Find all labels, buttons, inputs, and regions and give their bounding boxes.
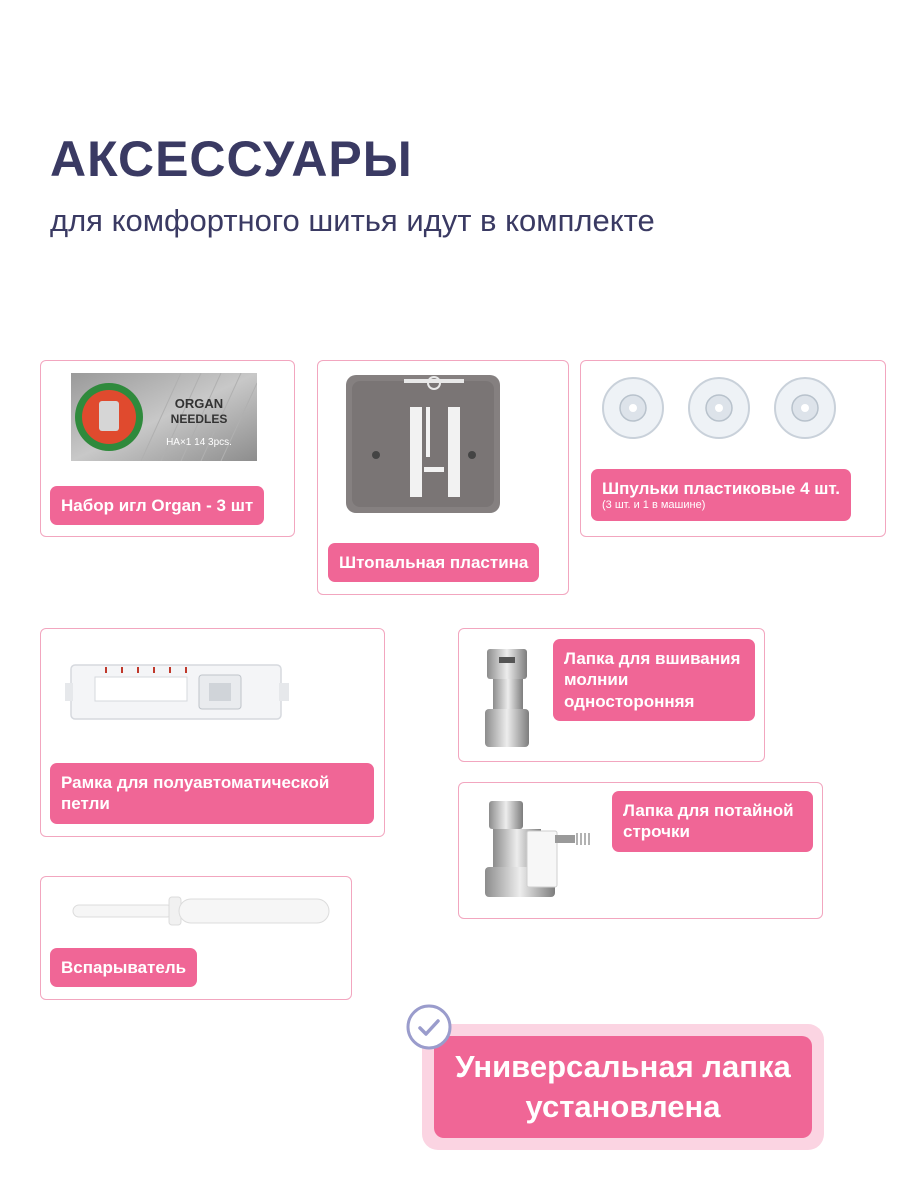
label-bobbins bbox=[591, 469, 851, 521]
page-title: АКСЕССУАРЫ bbox=[50, 131, 413, 187]
check-circle-icon bbox=[406, 1004, 452, 1050]
zipper-foot-image bbox=[481, 649, 537, 749]
card-ripper bbox=[40, 876, 352, 1000]
label-plate: Штопальная пластина bbox=[328, 543, 539, 582]
label-zipper-foot: Лапка для вшивания молнии односторонняя bbox=[553, 639, 755, 721]
page-subtitle: для комфортного шитья идут в комплекте bbox=[50, 203, 655, 238]
needle-pack-product: NEEDLES bbox=[170, 412, 228, 426]
card-plate bbox=[317, 360, 569, 595]
needle-pack-image bbox=[71, 373, 257, 461]
seam-ripper-image bbox=[71, 891, 335, 931]
label-bobbins-title: Шпульки пластиковые 4 шт. bbox=[602, 479, 840, 498]
bobbins-image bbox=[599, 375, 843, 441]
buttonhole-frame-image bbox=[65, 657, 291, 727]
blind-stitch-foot-image bbox=[481, 801, 593, 901]
card-blind-foot bbox=[458, 782, 823, 919]
universal-foot-badge: Универсальная лапка установлена bbox=[434, 1036, 812, 1138]
label-needles: Набор игл Organ - 3 шт bbox=[50, 486, 264, 525]
label-blind-foot: Лапка для потайной строчки bbox=[612, 791, 813, 852]
needle-pack-brand: ORGAN bbox=[174, 396, 224, 411]
label-buttonhole: Рамка для полуавтоматической петли bbox=[50, 763, 374, 824]
card-bobbins bbox=[580, 360, 886, 537]
needle-pack-spec: HA×1 14 3pcs. bbox=[166, 437, 232, 448]
card-buttonhole bbox=[40, 628, 385, 837]
card-needles bbox=[40, 360, 295, 537]
label-bobbins-note: (3 шт. и 1 в машине) bbox=[602, 499, 706, 512]
label-ripper: Вспарыватель bbox=[50, 948, 197, 987]
darning-plate-image bbox=[344, 373, 502, 515]
card-zipper-foot bbox=[458, 628, 765, 762]
